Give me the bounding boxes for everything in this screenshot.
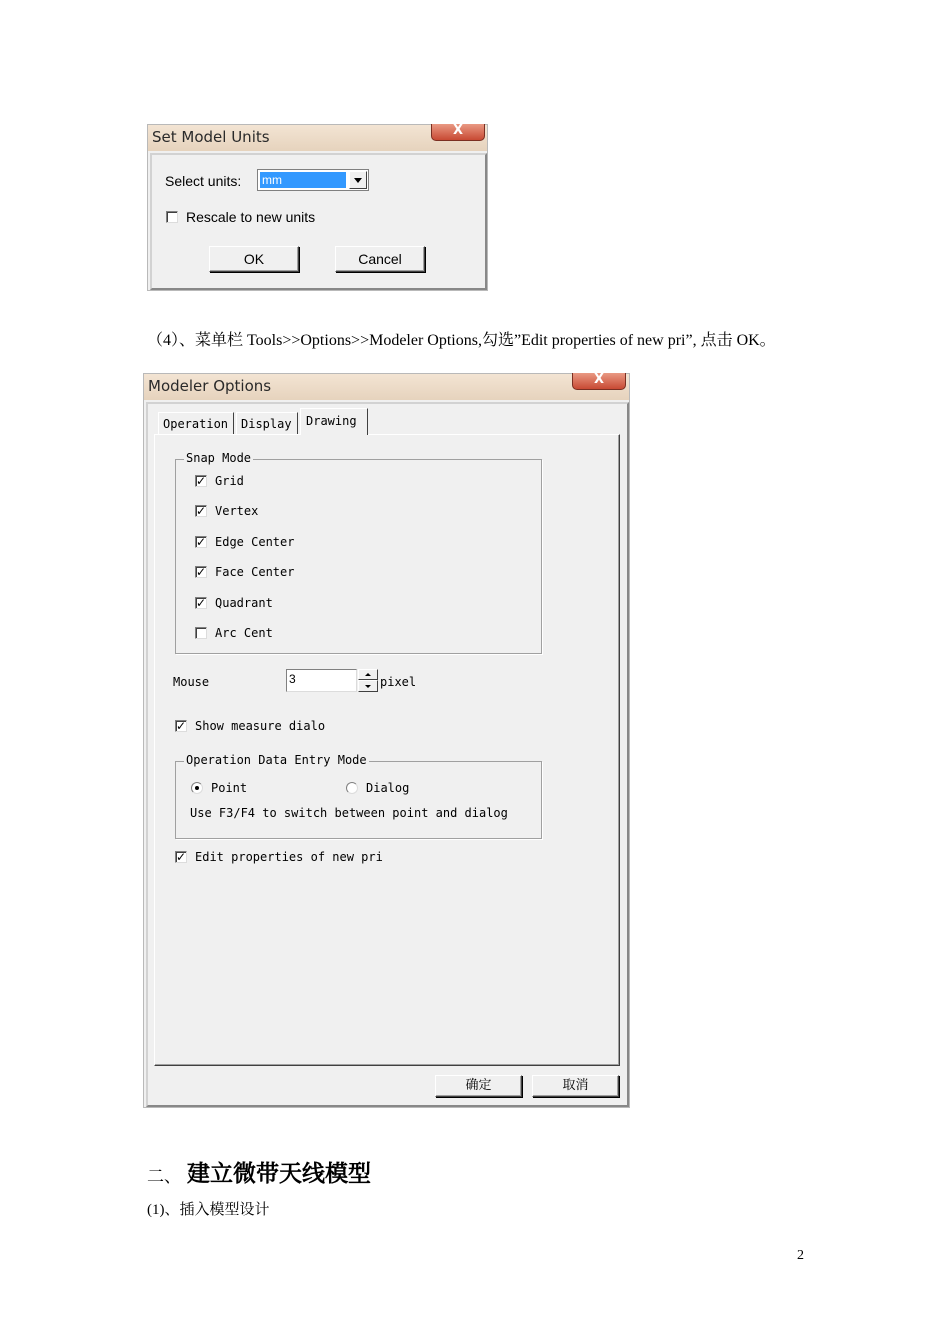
confirm-button-label: 确定 xyxy=(465,1078,492,1093)
snap-quadrant-label: Quadrant xyxy=(215,596,273,610)
op-mode-group xyxy=(175,753,542,839)
tab-display-label: Display xyxy=(241,417,292,431)
confirm-button[interactable] xyxy=(435,1075,522,1097)
dialog-title: Set Model Units xyxy=(152,128,270,146)
section-number: 二、 xyxy=(147,1167,181,1186)
ok-button-label: OK xyxy=(243,251,265,267)
dialog-title: Modeler Options xyxy=(148,377,272,395)
select-units-label: Select units: xyxy=(165,173,242,189)
tab-operation[interactable] xyxy=(158,412,234,434)
units-select-value: mm xyxy=(262,173,282,187)
pixel-label: pixel xyxy=(380,675,417,689)
tab-drawing-label: Drawing xyxy=(306,414,357,428)
snap-vertex-label: Vertex xyxy=(215,504,259,518)
mouse-spinner[interactable] xyxy=(358,669,378,692)
mouse-input-value: 3 xyxy=(289,672,296,686)
cancel-button-label: Cancel xyxy=(358,251,402,267)
dialog-titlebar xyxy=(148,125,487,151)
snap-face-center-checkbox[interactable]: ✓ xyxy=(196,565,207,579)
switch-hint: Use F3/F4 to switch between point and dialog xyxy=(190,806,508,820)
snap-face-center-label: Face Center xyxy=(215,565,295,579)
snap-grid-label: Grid xyxy=(215,474,244,488)
snap-edge-center-checkbox[interactable]: ✓ xyxy=(196,535,207,549)
snap-mode-label: Snap Mode xyxy=(186,451,252,465)
show-measure-label: Show measure dialo xyxy=(195,719,326,733)
close-icon[interactable]: X xyxy=(572,373,626,390)
modeler-options-dialog xyxy=(143,373,630,1108)
tab-display[interactable] xyxy=(236,412,298,434)
spin-up-icon[interactable] xyxy=(358,669,378,680)
point-label: Point xyxy=(211,781,248,795)
op-mode-label: Operation Data Entry Mode xyxy=(186,753,367,767)
rescale-checkbox[interactable] xyxy=(166,211,178,223)
ok-button[interactable] xyxy=(209,246,299,272)
dialog-label: Dialog xyxy=(366,781,410,795)
snap-vertex-checkbox[interactable]: ✓ xyxy=(196,504,207,518)
chevron-down-icon[interactable] xyxy=(349,171,367,189)
dialog-client-area xyxy=(150,153,487,290)
units-select[interactable] xyxy=(257,169,369,191)
snap-edge-center-label: Edge Center xyxy=(215,535,295,549)
dialog-client-area xyxy=(146,402,629,1107)
mouse-label: Mouse xyxy=(173,675,210,689)
snap-arc-center-label: Arc Cent xyxy=(215,626,273,640)
set-model-units-dialog xyxy=(147,124,488,291)
snap-arc-center-checkbox[interactable] xyxy=(195,627,207,639)
section-heading: 建立微带天线模型 xyxy=(187,1160,371,1187)
close-icon[interactable]: X xyxy=(431,124,485,141)
show-measure-checkbox[interactable]: ✓ xyxy=(176,719,187,733)
tab-page xyxy=(154,434,620,1066)
spin-down-icon[interactable] xyxy=(358,680,378,692)
edit-props-label: Edit properties of new pri xyxy=(195,850,383,864)
mouse-input[interactable] xyxy=(286,669,357,692)
instruction-text: （4）、菜单栏 Tools>>Options>>Modeler Options,勾选”Edit properties of new pri”, 点击 OK。 xyxy=(147,332,776,349)
snap-grid-checkbox[interactable]: ✓ xyxy=(196,474,207,488)
rescale-label: Rescale to new units xyxy=(186,209,316,225)
cancel-button[interactable] xyxy=(532,1075,619,1097)
cancel-button-label: 取消 xyxy=(562,1078,589,1093)
dialog-titlebar xyxy=(144,374,629,400)
snap-mode-group xyxy=(175,451,542,654)
cancel-button[interactable] xyxy=(335,246,425,272)
point-radio[interactable] xyxy=(191,782,203,794)
tab-operation-label: Operation xyxy=(163,417,229,431)
page-number: 2 xyxy=(797,1248,804,1263)
edit-props-checkbox[interactable]: ✓ xyxy=(176,850,187,864)
sub-step-text: (1)、插入模型设计 xyxy=(147,1202,270,1218)
tab-drawing[interactable] xyxy=(300,408,368,435)
snap-quadrant-checkbox[interactable]: ✓ xyxy=(196,596,207,610)
dialog-radio[interactable] xyxy=(346,782,358,794)
